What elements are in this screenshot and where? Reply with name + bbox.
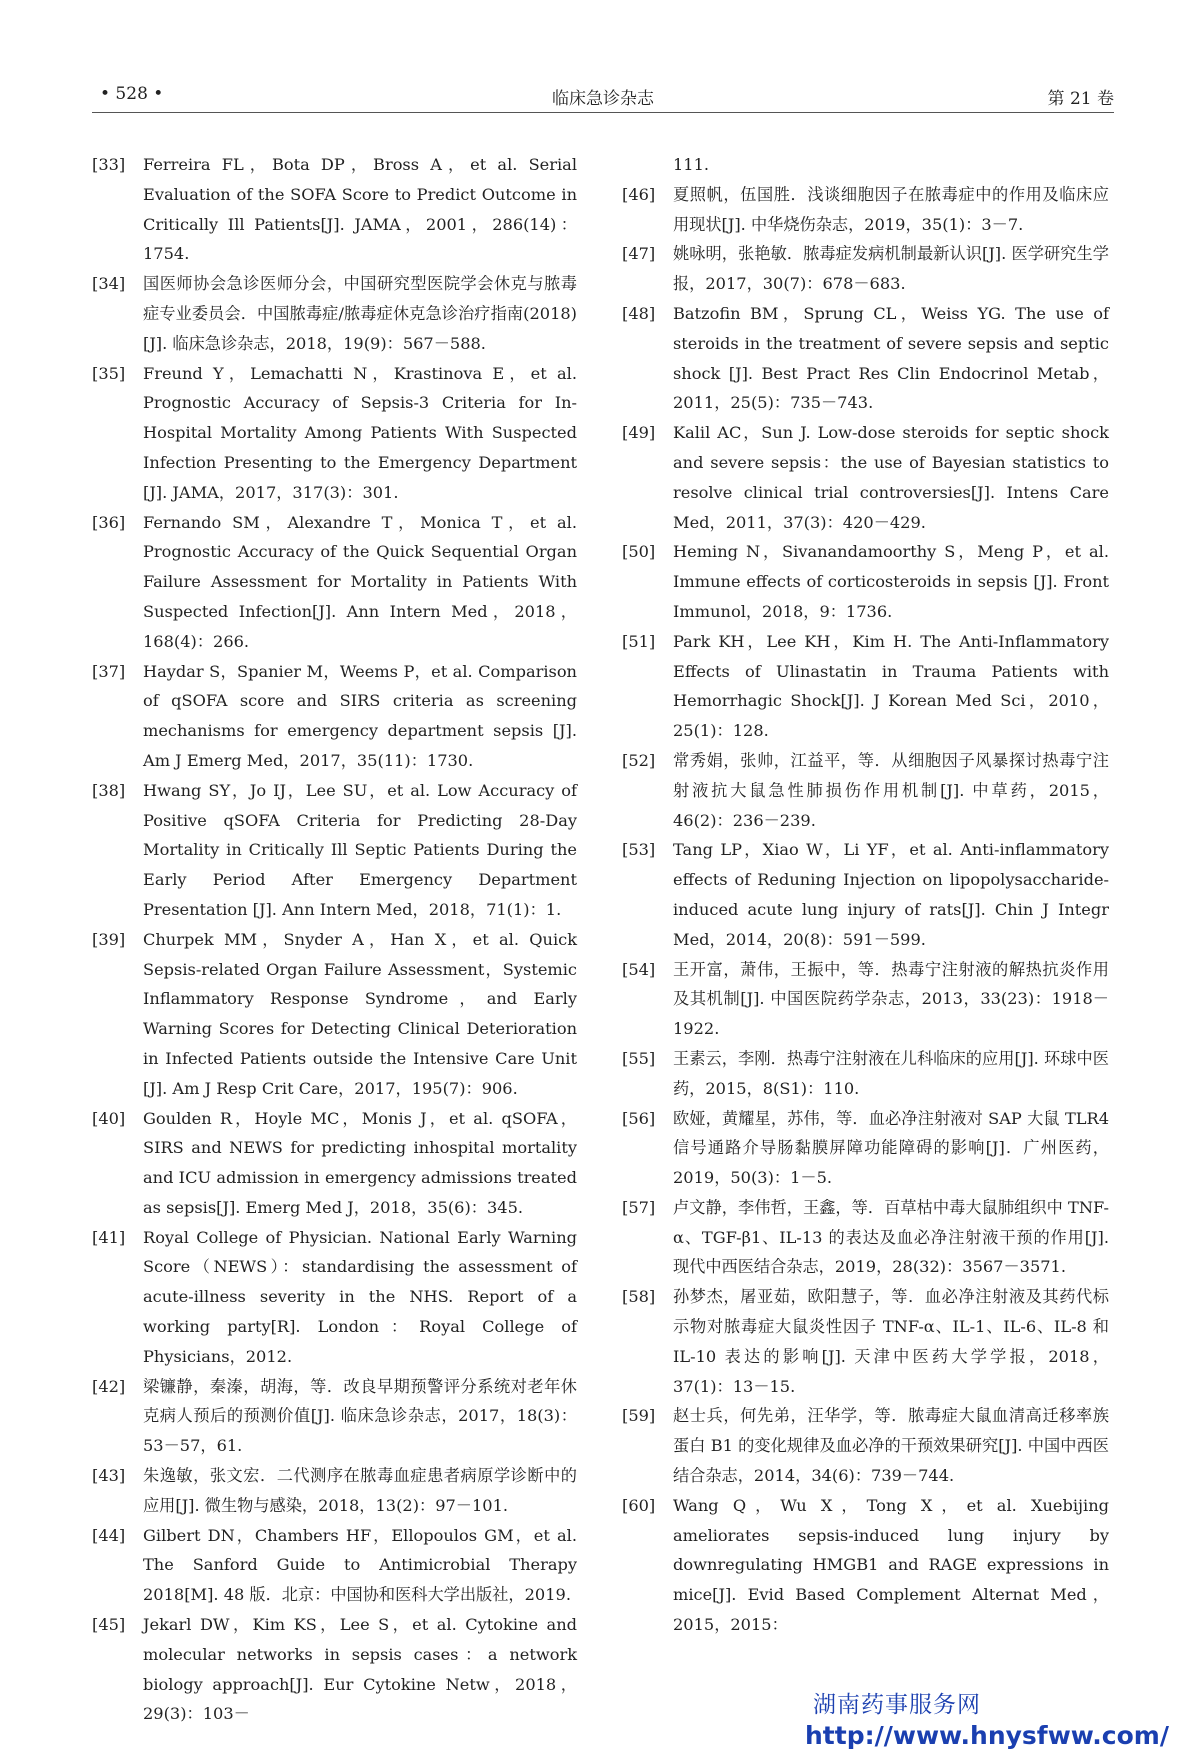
reference-number: [54] (622, 959, 656, 979)
watermark-url: http://www.hnysfww.com/ (805, 1721, 1169, 1750)
reference-entry (622, 537, 1109, 626)
reference-number: [51] (622, 631, 656, 651)
reference-number: [56] (622, 1108, 656, 1128)
page-number: • 528 • (100, 84, 164, 104)
journal-title: 临床急诊杂志 (552, 89, 654, 109)
reference-number: [53] (622, 840, 656, 860)
reference-text: Haydar S，Spanier M，Weems P，et al. Comparison of qSOFA score and SIRS criteria as screening mechanisms for emergency department sepsis [J]. Am J Emerg Med，2017，35(11)：1730. (143, 661, 577, 770)
reference-text: Wang Q，Wu X，Tong X，et al. Xuebijing ameliorates sepsis-induced lung injury by downregulating HMGB1 and RAGE expressions in mice[J]. Evid Based Complement Alternat Med，2015，2015： (673, 1495, 1109, 1635)
reference-entry (622, 1282, 1109, 1401)
reference-entry (92, 1521, 577, 1610)
reference-entry (92, 269, 577, 358)
reference-number: [47] (622, 244, 656, 264)
reference-text: 国医师协会急诊医师分会，中国研究型医院学会休克与脓毒症专业委员会．中国脓毒症/脓毒症休克急诊治疗指南(2018)[J]. 临床急诊杂志，2018，19(9)：567－588. (143, 274, 577, 353)
reference-number: [44] (92, 1525, 126, 1545)
reference-entry (622, 239, 1109, 299)
reference-number: [52] (622, 750, 656, 770)
reference-number: [55] (622, 1048, 656, 1068)
reference-entry (622, 1104, 1109, 1193)
reference-number: [60] (622, 1495, 656, 1515)
reference-entry (622, 835, 1109, 954)
reference-number: [34] (92, 274, 126, 294)
reference-number: [35] (92, 363, 126, 383)
reference-text: Heming N，Sivanandamoorthy S，Meng P，et al. Immune effects of corticosteroids in sepsis [J]. Front Immunol，2018，9：1736. (673, 542, 1109, 621)
reference-entry (622, 627, 1109, 746)
reference-text: Hwang SY，Jo IJ，Lee SU，et al. Low Accuracy of Positive qSOFA Criteria for Predicting 28-Day Mortality in Critically Ill Septic Patients During the Early Period After Emergency Department Presentation [J]. Ann Intern Med，2018，71(1)：1. (143, 780, 577, 919)
reference-number: [49] (622, 423, 656, 443)
reference-entry (92, 150, 577, 269)
reference-entry (622, 418, 1109, 537)
reference-text: 赵士兵，何先弟，汪华学，等．脓毒症大鼠血清高迁移率族蛋白 B1 的变化规律及血必净的干预效果研究[J]. 中国中西医结合杂志，2014，34(6)：739－744. (673, 1406, 1109, 1486)
reference-entry (622, 1193, 1109, 1282)
reference-text: Kalil AC，Sun J. Low-dose steroids for septic shock and severe sepsis：the use of Bayesian statistics to resolve clinical trial controversies[J]. Intens Care Med，2011，37(3)：420－429. (673, 423, 1109, 532)
reference-number: [59] (622, 1406, 656, 1426)
reference-number: [41] (92, 1227, 126, 1247)
reference-text: 卢文静，李伟哲，王鑫，等．百草枯中毒大鼠肺组织中 TNF-α、TGF-β1、IL-13 的表达及血必净注射液干预的作用[J]. 现代中西医结合杂志，2019，28(32)：3567－3571. (673, 1197, 1109, 1277)
reference-text: 王开富，萧伟，王振中，等．热毒宁注射液的解热抗炎作用及其机制[J]. 中国医院药学杂志，2013，33(23)：1918－1922. (673, 959, 1109, 1039)
site-watermark (805, 1686, 1169, 1750)
reference-entry (622, 746, 1109, 835)
reference-number: [40] (92, 1108, 126, 1128)
reference-text: Freund Y，Lemachatti N，Krastinova E，et al. Prognostic Accuracy of Sepsis-3 Criteria for In-Hospital Mortality Among Patients With Suspected Infection Presenting to the Emergency Department [J]. JAMA，2017，317(3)：301. (143, 363, 577, 502)
reference-text: Royal College of Physician. National Early Warning Score（NEWS）：standardising the assessment of acute-illness severity in the NHS. Report of a working party[R]. London：Royal College of Physicians，2012. (143, 1227, 577, 1366)
right-reference-column (622, 150, 1109, 1640)
reference-number: [37] (92, 661, 126, 681)
reference-text: Gilbert DN，Chambers HF，Ellopoulos GM，et al. The Sanford Guide to Antimicrobial Therapy 2018[M]. 48 版．北京：中国协和医科大学出版社，2019. (143, 1525, 577, 1605)
reference-entry (622, 1044, 1109, 1104)
reference-entry (92, 925, 577, 1104)
reference-text: 孙梦杰，屠亚茹，欧阳慧子，等．血必净注射液及其药代标示物对脓毒症大鼠炎性因子 TNF-α、IL-1、IL-6、IL-8 和 IL-10 表达的影响[J]. 天津中医药大学学报，2018，37(1)：13－15. (673, 1287, 1109, 1396)
left-reference-column (92, 150, 577, 1729)
reference-entry (622, 1401, 1109, 1490)
reference-entry (622, 955, 1109, 1044)
reference-number: [33] (92, 155, 126, 174)
reference-text: Park KH，Lee KH，Kim H. The Anti-Inflammatory Effects of Ulinastatin in Trauma Patients with Hemorrhagic Shock[J]. J Korean Med Sci，2010，25(1)：128. (673, 631, 1109, 741)
reference-text: Goulden R，Hoyle MC，Monis J，et al. qSOFA，SIRS and NEWS for predicting inhospital mortality and ICU admission in emergency admissions treated as sepsis[J]. Emerg Med J，2018，35(6)：345. (143, 1108, 577, 1217)
reference-entry (92, 657, 577, 776)
reference-text: 王素云，李刚．热毒宁注射液在儿科临床的应用[J]. 环球中医药，2015，8(S1)：110. (673, 1048, 1109, 1098)
reference-entry (92, 508, 577, 657)
reference-entry (92, 1461, 577, 1521)
volume-label: 第 21 卷 (1047, 89, 1114, 109)
reference-number: [36] (92, 512, 126, 532)
running-header (92, 82, 1114, 113)
watermark-name: 湖南药事服务网 (813, 1692, 981, 1718)
reference-number: [38] (92, 780, 126, 800)
reference-text: 姚咏明，张艳敏．脓毒症发病机制最新认识[J]. 医学研究生学报，2017，30(7)：678－683. (673, 244, 1109, 294)
reference-entry (92, 359, 577, 508)
reference-continuation: 111. (673, 155, 710, 174)
reference-text: Batzofin BM，Sprung CL，Weiss YG. The use of steroids in the treatment of severe sepsis and septic shock [J]. Best Pract Res Clin Endocrinol Metab，2011，25(5)：735－743. (673, 303, 1109, 413)
reference-text: 梁镰静，秦溱，胡海，等．改良早期预警评分系统对老年休克病人预后的预测价值[J]. 临床急诊杂志，2017，18(3)：53－57，61. (143, 1376, 577, 1456)
reference-number: [50] (622, 542, 656, 562)
reference-text: Ferreira FL，Bota DP，Bross A，et al. Serial Evaluation of the SOFA Score to Predict Outcome in Critically Ill Patients[J]. JAMA，2001，286(14)：1754. (143, 155, 577, 264)
reference-text: 夏照帆，伍国胜．浅谈细胞因子在脓毒症中的作用及临床应用现状[J]. 中华烧伤杂志，2019，35(1)：3－7. (673, 184, 1109, 234)
reference-entry (622, 1491, 1109, 1640)
reference-number: [57] (622, 1197, 656, 1217)
reference-number: [42] (92, 1376, 126, 1396)
reference-text: 欧娅，黄耀星，苏伟，等．血必净注射液对 SAP 大鼠 TLR4 信号通路介导肠黏膜屏障功能障碍的影响[J]．广州医药，2019，50(3)：1－5. (673, 1108, 1109, 1188)
reference-number: [58] (622, 1287, 656, 1307)
reference-entry (92, 1104, 577, 1223)
reference-entry (92, 1223, 577, 1372)
reference-entry (92, 776, 577, 925)
reference-entry (622, 180, 1109, 240)
reference-number: [45] (92, 1615, 126, 1635)
reference-text: Churpek MM，Snyder A，Han X，et al. Quick Sepsis-related Organ Failure Assessment，Systemic Inflammatory Response Syndrome，and Early Warning Scores for Detecting Clinical Deterioration in Infected Patients outside the Intensive Care Unit [J]. Am J Resp Crit Care，2017，195(7)：906. (143, 929, 577, 1098)
reference-text: Tang LP，Xiao W，Li YF，et al. Anti-inflammatory effects of Reduning Injection on lipopolysaccharide-induced acute lung injury of rats[J]. Chin J Integr Med，2014，20(8)：591－599. (673, 840, 1109, 949)
reference-entry (92, 1610, 577, 1729)
reference-text: 朱逸敏，张文宏．二代测序在脓毒血症患者病原学诊断中的应用[J]. 微生物与感染，2018，13(2)：97－101. (143, 1466, 577, 1515)
reference-text: Jekarl DW，Kim KS，Lee S，et al. Cytokine and molecular networks in sepsis cases：a network biology approach[J]. Eur Cytokine Netw，2018，29(3)：103－ (143, 1615, 577, 1724)
reference-number: [43] (92, 1466, 126, 1486)
reference-number: [48] (622, 303, 656, 323)
reference-text: Fernando SM，Alexandre T，Monica T，et al. Prognostic Accuracy of the Quick Sequential Organ Failure Assessment for Mortality in Patients With Suspected Infection[J]. Ann Intern Med，2018，168(4)：266. (143, 512, 577, 651)
reference-entry (622, 299, 1109, 418)
reference-entry (92, 1372, 577, 1461)
reference-text: 常秀娟，张帅，江益平，等．从细胞因子风暴探讨热毒宁注射液抗大鼠急性肺损伤作用机制[J]. 中草药，2015，46(2)：236－239. (673, 750, 1109, 830)
reference-number: [46] (622, 184, 656, 204)
reference-number: [39] (92, 929, 126, 949)
